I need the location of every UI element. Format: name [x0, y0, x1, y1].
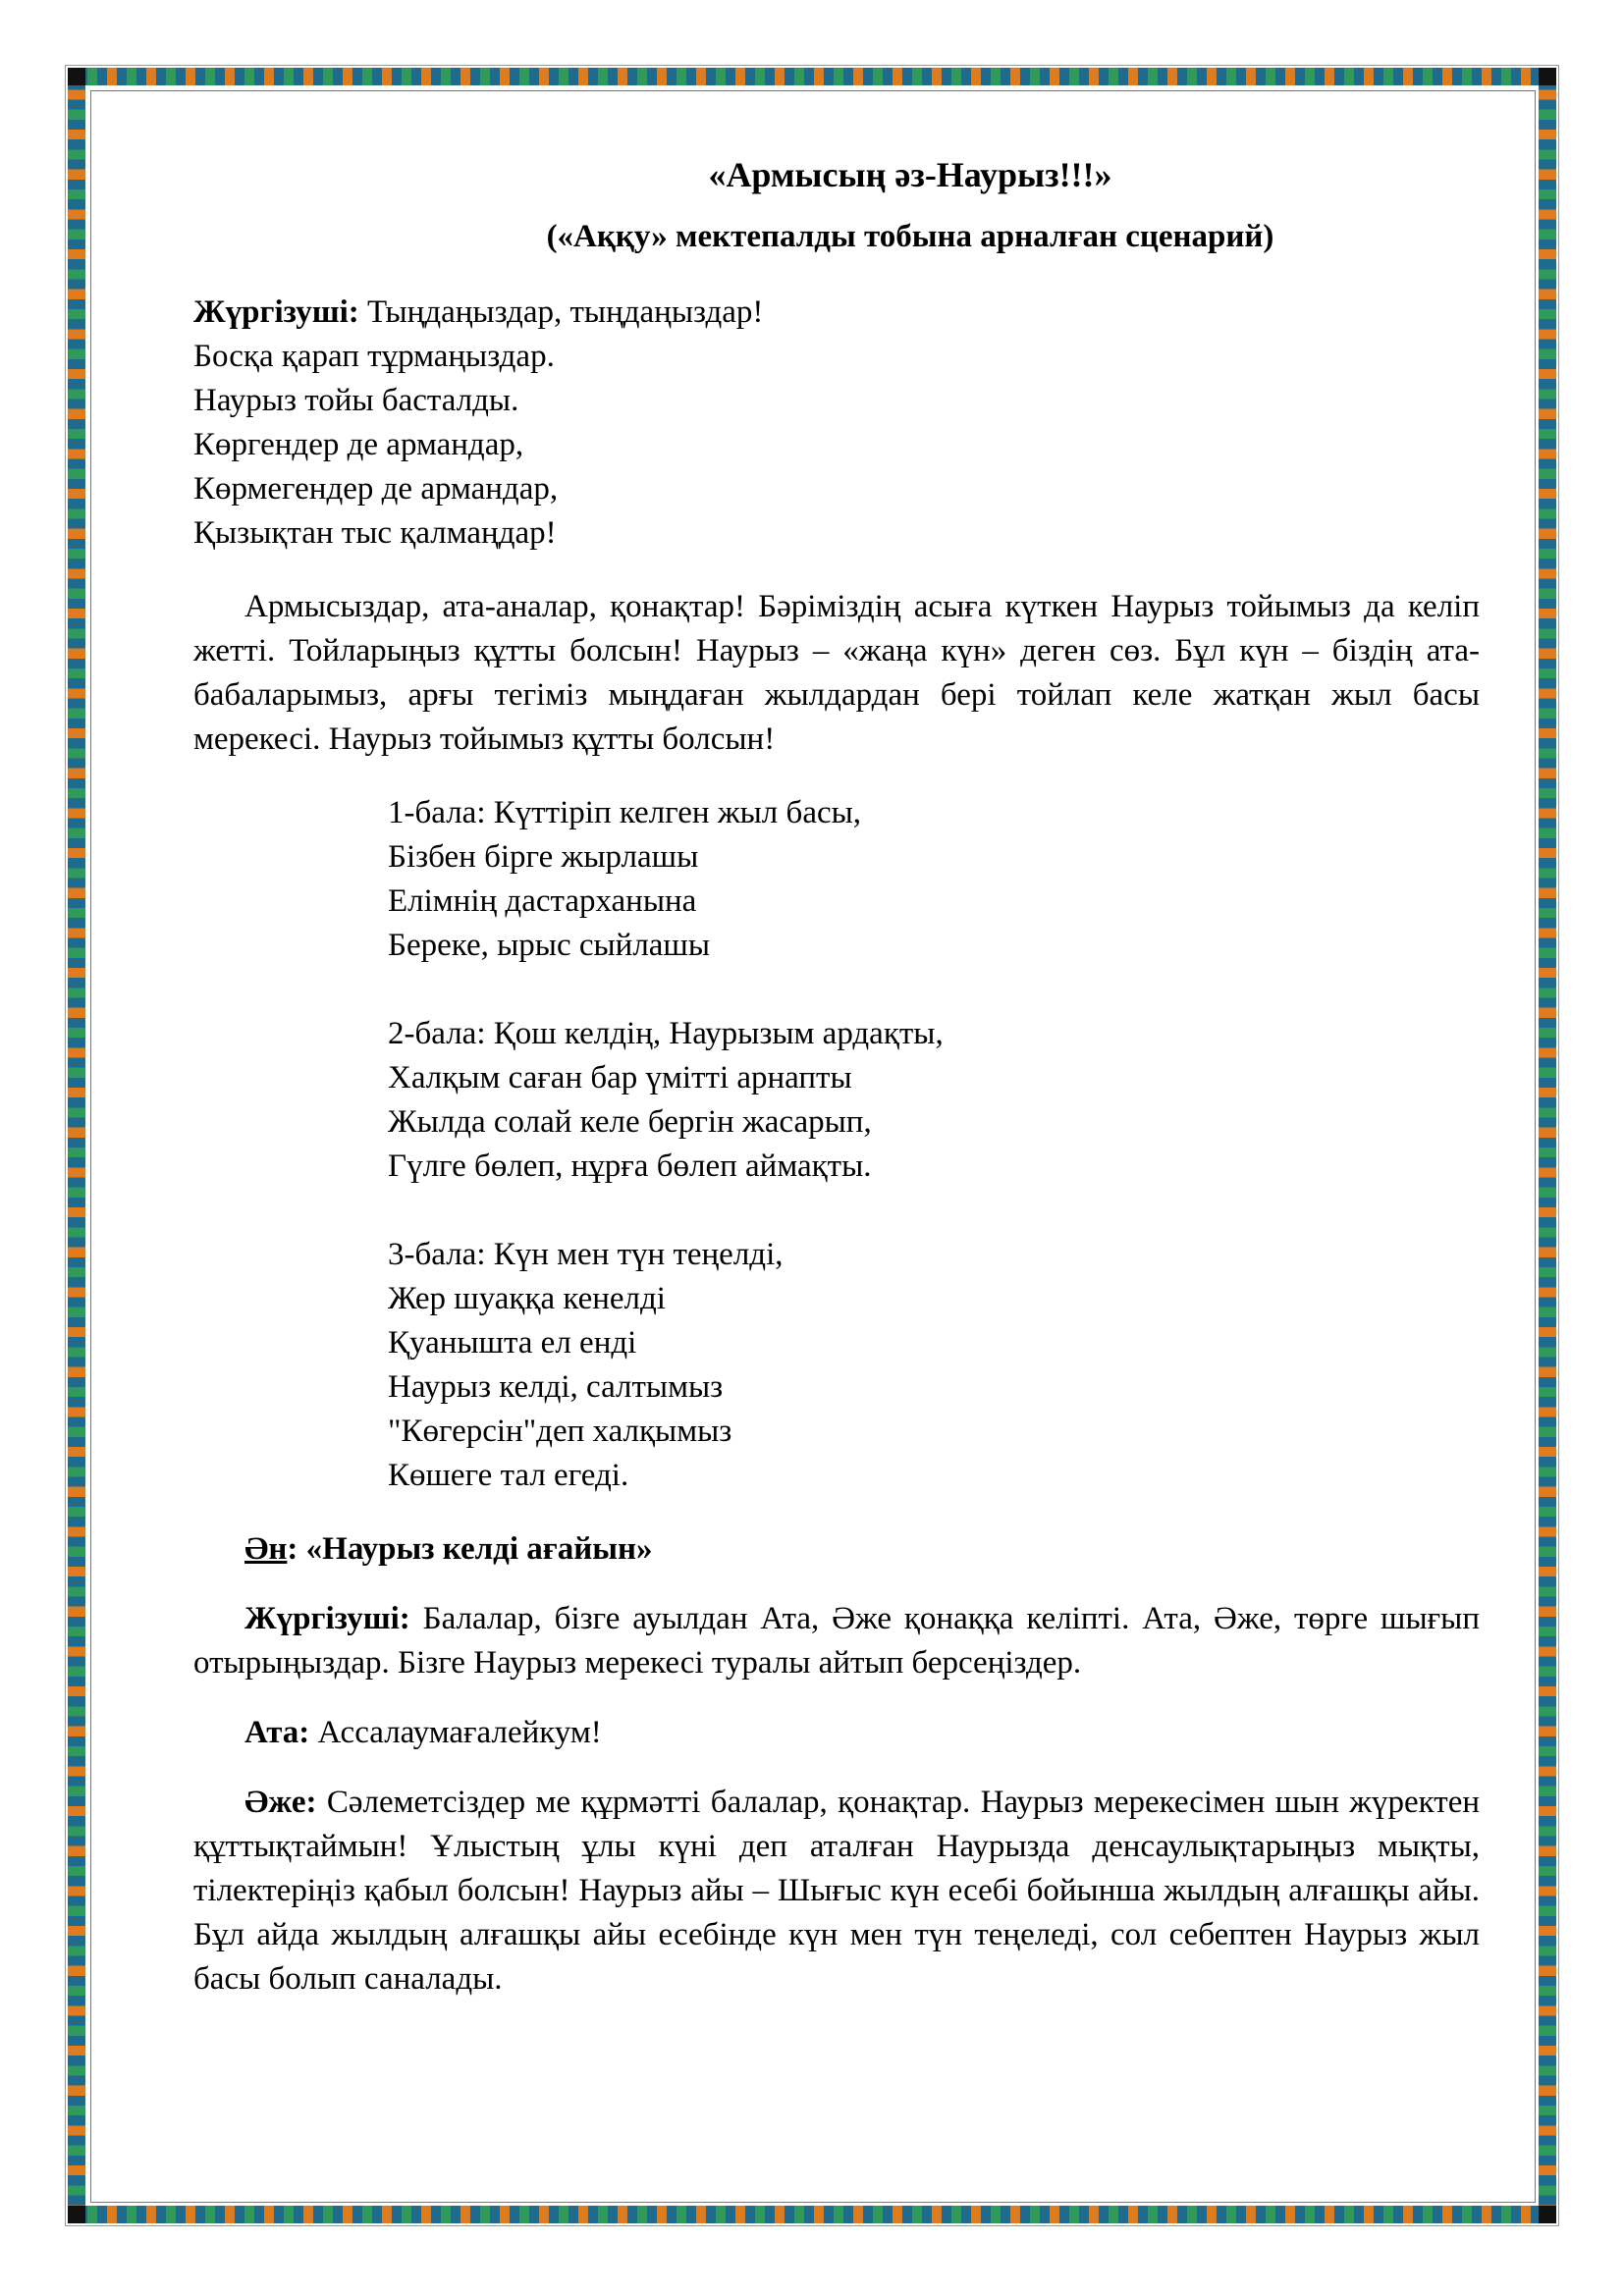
- document-page: [193, 147, 1480, 2023]
- intro-line: Босқа қарап тұрмаңыздар.: [193, 339, 555, 374]
- corner-ornament-bottom-left: [68, 2206, 85, 2223]
- verse-stanza-1: 1-бала: Күттіріп келген жыл басы, Бізбен бірге жырлашы Елімнің дастарханына Береке, ырыс сыйлашы: [388, 795, 862, 963]
- song-label: Ән: [244, 1531, 288, 1567]
- song-title: : «Наурыз келді ағайын»: [287, 1531, 653, 1567]
- speaker-label: Әже:: [244, 1785, 317, 1820]
- speaker-label: Ата:: [244, 1715, 310, 1750]
- verse-stanza-3: 3-бала: Күн мен түн теңелді, Жер шуаққа кенелді Қуанышта ел енді Наурыз келді, салтымыз "Көгерсін"деп халқымыз Көшеге тал егеді.: [388, 1237, 784, 1493]
- speaker-label: Жүргізуші:: [193, 294, 359, 330]
- verse-stanza-2: 2-бала: Қош келдің, Наурызым ардақты, Халқым саған бар үмітті арнапты Жылда солай келе бергін жасарып, Гүлге бөлеп, нұрға бөлеп аймақты.: [388, 1016, 944, 1184]
- speaker-label: Жүргізуші:: [244, 1601, 410, 1636]
- intro-line: Көргендер де армандар,: [193, 427, 524, 462]
- aje-paragraph: Әже: Сәлеметсіздер ме құрмәтті балалар, қонақтар. Наурыз мерекесімен шын жүректен құттықтаймын! Ұлыстың ұлы күні деп аталған Наурызда денсаулықтарыңыз мықты, тілектеріңіз қабыл болсын! Наурыз айы – Шығыс күн есебі бойынша жылдың алғашқы айы. Бұл айда жылдың алғашқы айы есебінде күн мен түн теңеледі, сол себептен Наурыз жыл басы болып саналады.: [193, 1785, 1480, 1997]
- corner-ornament-top-right: [1539, 68, 1556, 85]
- song-heading: [193, 1527, 1480, 1572]
- ata-paragraph: Ата: Ассалаумағалейкум!: [244, 1715, 602, 1750]
- corner-ornament-top-left: [68, 68, 85, 85]
- intro-line: Қызықтан тыс қалмаңдар!: [193, 515, 557, 551]
- page-title: «Армысың әз-Наурыз!!!»: [708, 155, 1112, 194]
- host-paragraph: Жүргізуші: Балалар, бізге ауылдан Ата, Әже қонаққа келіпті. Ата, Әже, төрге шығып отырыңыздар. Бізге Наурыз мерекесі туралы айтып берсеңіздер.: [193, 1601, 1480, 1681]
- intro-line: Наурыз тойы басталды.: [193, 383, 519, 418]
- intro-line: Көрмегендер де армандар,: [193, 471, 559, 507]
- corner-ornament-bottom-right: [1539, 2206, 1556, 2223]
- page-subtitle: («Аққу» мектепалды тобына арналған сценарий): [546, 219, 1274, 254]
- greeting-paragraph: Армысыздар, ата-аналар, қонақтар! Бәріміздің асыға күткен Наурыз тойымыз да келіп жетті. Тойларыңыз құтты болсын! Наурыз – «жаңа күн» деген сөз. Бұл күн – біздің ата-бабаларымыз, арғы тегіміз мыңдаған жылдардан бері тойлап келе жатқан жыл басы мерекесі. Наурыз тойымыз құтты болсын!: [193, 589, 1480, 757]
- verses-block: [388, 791, 1480, 1498]
- intro-block: [193, 291, 1480, 556]
- intro-line: Жүргізуші: Тыңдаңыздар, тыңдаңыздар!: [193, 294, 764, 330]
